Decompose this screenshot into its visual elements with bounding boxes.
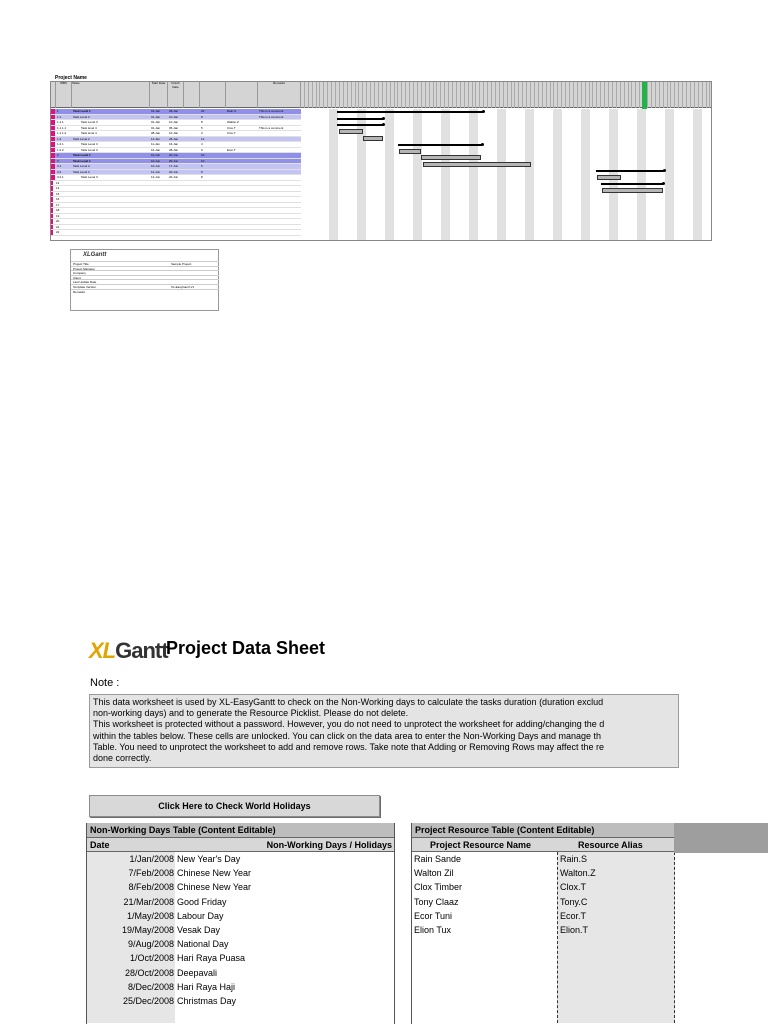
gantt-chart-preview [48,75,712,241]
resource-name[interactable]: Tony Claaz [414,896,459,907]
nwd-table-header [87,838,394,852]
note-line: Table. You need to unprotect the worksheet to add and remove rows. Take note that Adding or Removing Rows may affect the re [93,741,604,752]
task-resource: Clox.T [227,125,236,130]
task-wbs: 1.1.1.1 [57,125,67,130]
holiday-name[interactable]: New Year's Day [177,854,241,864]
start-col-header: Start Date [150,82,168,108]
task-wbs: 1.1.1 [57,120,64,124]
task-finish: 05-Jan [169,125,179,130]
task-bar [421,155,481,160]
task-wbs: 1.2.2 [57,147,64,152]
task-bar [602,188,663,193]
holiday-row[interactable] [87,980,394,994]
task-finish: 20-Jun [169,158,179,163]
task-duration: 5 [201,125,203,130]
resource-row[interactable] [412,923,674,937]
resource-name-column-header: Project Resource Name [430,840,532,850]
holiday-name[interactable]: Christmas Day [177,995,237,1006]
note-line: within the tables below. These cells are unlocked. You can click on the data area to enter the Non-Working Days and manage th [93,730,601,741]
weekend-shade [469,109,478,241]
row-number: 19 [56,213,60,218]
resource-alias[interactable]: Rain.S [560,854,588,864]
holiday-date[interactable]: 8/Dec/2008 [127,981,174,992]
timeline-day-header [707,82,711,108]
row-number: 14 [56,186,60,190]
task-duration: 6 [201,164,203,168]
row-marker [51,208,53,213]
task-name: Task Level 2 [73,114,90,119]
task-finish: 28-Jan [169,109,179,113]
holiday-date[interactable]: 9/Aug/2008 [127,939,174,950]
notes-col-header: Remarks [258,82,301,108]
holiday-date[interactable]: 7/Feb/2008 [128,868,174,879]
holiday-row[interactable] [87,895,394,909]
gantt-header [51,82,711,108]
logo-gantt-part: Gantt [115,638,168,663]
row-marker [51,181,53,186]
note-box [89,694,679,768]
resource-name[interactable]: Rain Sande [414,854,462,864]
task-note: This is a comment [259,109,284,113]
resource-name[interactable]: Clox Timber [414,882,463,893]
resource-row[interactable] [412,852,674,866]
resource-table [411,823,674,1024]
nwd-table-body [87,852,394,1023]
holiday-row[interactable] [87,909,394,923]
holiday-date[interactable]: 1/Oct/2008 [129,953,174,964]
task-wbs: 2 [57,153,59,157]
task-wbs: 3.2.1 [57,175,64,179]
note-line: non-working days) and to generate the Resource Picklist. Please do not delete. [93,708,409,719]
task-finish: 20-Jun [169,153,179,157]
resource-table-header [412,838,674,852]
task-duration: 8 [201,175,203,179]
task-start: 12-Jun [151,175,161,179]
info-key: Last Update Date [73,280,97,285]
xlgantt-logo [89,638,168,664]
task-start: 11-Jan [151,142,160,146]
row-number: 13 [56,180,60,185]
holiday-row[interactable] [87,966,394,980]
holiday-row[interactable] [87,923,394,937]
holiday-row[interactable] [87,994,394,1008]
weekend-shade [441,109,450,241]
row-marker [51,120,55,125]
task-name: Task Level 3 [81,142,98,146]
task-wbs: 3.2 [57,169,62,174]
holiday-row[interactable] [87,866,394,880]
row-marker [51,159,55,164]
weekend-shade [637,109,646,241]
holiday-name[interactable]: Good Friday [177,896,227,907]
task-duration: 10 [201,153,205,157]
task-start: 01-Jan [151,120,161,124]
task-start: 16-Jan [151,147,161,152]
row-number: 18 [56,208,60,212]
wbs-col-header: WBS [56,82,72,108]
weekend-shade [329,109,338,241]
holiday-name[interactable]: Vesak Day [177,924,221,935]
resource-table-body [412,852,674,1023]
task-name: Task Level 1 [73,158,91,163]
resource-row[interactable] [412,866,674,880]
task-start: 01-Jan [151,114,161,119]
weekend-shade [665,109,674,241]
task-resource: Walton.Z [227,120,239,124]
row-number: 22 [56,230,60,234]
non-working-days-table [86,823,395,1024]
task-start: 12-Jun [151,169,161,174]
row-number: 15 [56,191,60,196]
info-key: Company [73,271,86,276]
resource-row[interactable] [412,895,674,909]
resource-alias[interactable]: Tony.C [560,896,588,907]
task-name: Task Level 2 [73,164,90,168]
task-duration: 10 [201,158,205,163]
holiday-row[interactable] [87,951,394,965]
task-name: Task Level 3 [81,175,98,179]
holiday-column-header: Non-Working Days / Holidays [266,840,392,850]
logo-xl-part: XL [89,638,116,663]
holiday-row[interactable] [87,880,394,894]
row-marker [51,126,55,131]
task-name: Task Level 1 [73,109,91,113]
gantt-sheet [50,81,712,241]
row-number: 16 [56,197,60,201]
info-row [71,289,219,294]
task-note: This is a comment [259,125,284,130]
note-label: Note : [90,677,120,689]
row-marker [51,192,53,197]
row-marker [51,164,55,169]
row-marker [51,219,53,224]
resource-name[interactable]: Elion Tux [414,924,452,935]
weekend-shade [581,109,590,241]
task-bar [363,136,383,141]
task-wbs: 3 [57,158,59,163]
task-resource: Rain.S [227,109,237,113]
row-marker [51,137,55,142]
task-bar [399,149,421,154]
row-marker [51,197,53,202]
resource-row[interactable] [412,909,674,923]
finish-col-header: Finish Date [168,82,184,108]
row-marker [51,142,55,147]
task-finish: 20-Jun [169,169,179,174]
row-marker [51,109,55,114]
task-finish: 28-Jan [169,147,179,152]
weekend-shade [385,109,394,241]
holiday-date[interactable]: 28/Oct/2008 [124,967,174,978]
row-marker [51,203,53,208]
holiday-name[interactable]: Chinese New Year [177,868,252,879]
today-marker [642,82,647,109]
task-wbs: 3.1 [57,164,62,168]
row-marker [51,214,53,219]
info-key: Project Manager [73,266,96,271]
status-col-header [226,82,258,108]
row-number: 17 [56,202,60,207]
task-duration: 12 [201,136,205,141]
row-marker [51,148,55,153]
summary-bar [601,183,663,185]
holiday-date[interactable]: 8/Feb/2008 [128,882,174,893]
check-world-holidays-button[interactable]: Click Here to Check World Holidays [89,795,380,817]
note-line: This worksheet is protected without a password. However, you do not need to unprotect the worksheet for adding/changing the d [93,719,605,730]
project-name-label: Project Name [55,75,87,81]
task-start: 10-Jun [151,158,161,163]
resource-alias-column-header: Resource Alias [578,840,643,850]
holiday-name[interactable]: Labour Day [177,910,224,921]
resource-name[interactable]: Ecor Tuni [414,910,453,921]
task-wbs: 1.2 [57,136,62,141]
task-finish: 10-Jan [169,120,179,124]
task-start: 01-Jan [151,109,161,113]
page-title: Project Data Sheet [166,638,326,658]
task-duration: 20 [201,109,205,113]
resource-name[interactable]: Walton Zil [414,868,454,879]
row-marker [51,170,55,175]
task-name: Task level 4 [81,131,97,135]
task-wbs: 1 [57,109,59,113]
holiday-row[interactable] [87,937,394,951]
task-resource: Ecor.T [227,147,236,152]
holiday-name[interactable]: Hari Raya Puasa [177,953,246,964]
weekend-shade [693,109,702,241]
task-start: 11-Jan [151,136,160,141]
info-value: Sample Project [171,262,192,266]
task-start: 10-Jun [151,153,161,157]
holiday-date[interactable]: 1/May/2008 [126,910,174,921]
resource-alias[interactable]: Walton.Z [560,868,596,879]
row-marker [51,225,53,230]
holiday-date[interactable]: 25/Dec/2008 [122,995,174,1006]
holiday-date[interactable]: 1/Jan/2008 [129,854,174,864]
weekend-shade [553,109,562,241]
holiday-name[interactable]: National Day [177,939,229,950]
sheet-gray-area [674,823,768,853]
task-start: 10-Jun [151,164,161,168]
task-bar [423,162,531,167]
project-info-box [70,249,219,311]
note-line: This data worksheet is used by XL-EasyGantt to check on the Non-Working days to calculate the tasks duration (duration exclud [93,697,604,707]
task-wbs: 1.1.1.2 [57,131,67,135]
row-marker [51,153,55,158]
weekend-shade [525,109,534,241]
info-key: Client [73,275,81,280]
summary-bar [337,118,383,120]
task-wbs: 1.1 [57,114,62,119]
gantt-timeline-grid [301,109,711,241]
row-marker [51,175,55,180]
row-marker [51,115,55,120]
date-column-header: Date [90,840,110,850]
holiday-row[interactable] [87,852,394,866]
info-key: Remarks [73,289,86,294]
note-line: done correctly. [93,753,152,764]
task-name: Task level 4 [81,125,97,130]
holiday-date[interactable]: 21/Mar/2008 [123,896,174,907]
task-duration: 8 [201,169,203,174]
task-finish: 28-Jan [169,136,179,141]
task-bar [339,129,363,134]
holiday-date[interactable]: 19/May/2008 [121,924,174,935]
task-col-header: Tasks [72,82,150,108]
xlgantt-logo-small: XLGantt [83,252,107,258]
holiday-name[interactable]: Chinese New Year [177,882,252,893]
row-marker [51,186,53,191]
task-note: This is a comment [259,114,284,119]
gantt-task-rows [51,109,301,236]
row-marker [51,131,55,136]
resource-col-header [200,82,226,108]
gantt-empty-row [51,230,301,236]
summary-bar [337,124,383,126]
task-finish: 10-Jan [169,131,179,135]
task-bar [597,175,621,180]
task-finish: 20-Jun [169,175,179,179]
weekend-shade [413,109,422,241]
resource-row[interactable] [412,880,674,894]
task-name: Task Level 2 [73,136,90,141]
resource-alias[interactable]: Ecor.T [560,910,587,921]
task-start: 08-Jan [151,131,161,135]
task-duration: 9 [201,147,203,152]
task-name: Task Level 3 [81,120,98,124]
summary-bar [398,144,482,146]
task-wbs: 1.2.1 [57,142,64,146]
task-duration: 8 [201,120,203,124]
row-number: 20 [56,219,60,223]
holiday-name[interactable]: Deepavali [177,967,218,978]
resource-table-title: Project Resource Table (Content Editable) [412,823,674,838]
task-finish: 16-Jan [169,142,179,146]
duration-col-header [184,82,200,108]
task-finish: 10-Jan [169,114,179,119]
task-duration: 8 [201,114,203,119]
task-finish: 17-Jun [169,164,179,168]
task-name: Task Level 3 [81,147,98,152]
row-number: 21 [56,224,60,229]
summary-bar [337,111,483,113]
row-marker [51,230,53,235]
task-start: 01-Jan [151,125,161,130]
task-name: Task Level 2 [73,169,90,174]
info-key: Project Title [73,262,89,266]
task-duration: 4 [201,142,203,146]
task-duration: 3 [201,131,203,135]
task-resource: Clox.T [227,131,236,135]
summary-bar [596,170,664,172]
resource-alias[interactable]: Clox.T [560,882,587,893]
resource-alias[interactable]: Elion.T [560,924,589,935]
weekend-shade [497,109,506,241]
nwd-table-title: Non-Working Days Table (Content Editable) [87,823,394,838]
info-value: XL-EasyGantt V1 [171,285,195,289]
info-key: Template Version [73,285,97,289]
task-name: Task Level 1 [73,153,91,157]
holiday-name[interactable]: Hari Raya Haji [177,981,236,992]
